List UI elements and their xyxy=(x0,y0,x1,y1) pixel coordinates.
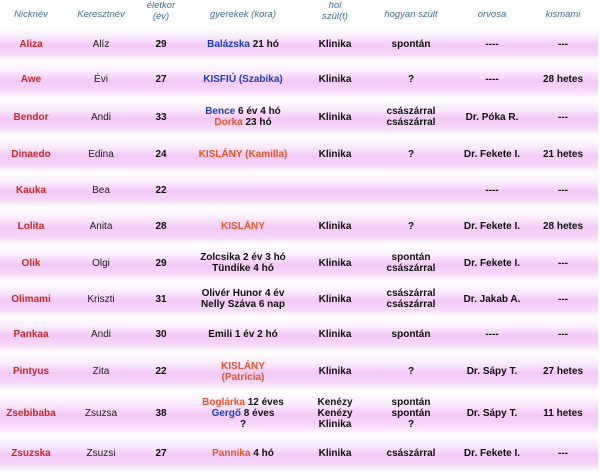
birthplace-cell-line: Klinika xyxy=(318,220,352,232)
child-text: Emili 1 év 2 hó xyxy=(208,329,278,340)
child-text: Tündike 4 hó xyxy=(212,263,274,274)
first-name-cell: Anita xyxy=(89,220,113,232)
header-row xyxy=(0,0,598,27)
child-line xyxy=(182,288,304,299)
table-row xyxy=(0,27,598,61)
child-line xyxy=(182,106,304,117)
age-cell: 29 xyxy=(155,38,167,50)
table-row xyxy=(0,435,598,472)
child-text: Balázska xyxy=(207,38,250,50)
nickname-cell: Pankaa xyxy=(13,329,49,340)
birth-method-cell-line: császárral xyxy=(386,288,436,299)
doctor-cell: ---- xyxy=(485,184,499,196)
doctor-cell: Dr. Póka R. xyxy=(465,111,519,123)
child-line xyxy=(182,419,304,430)
birthplace-cell-line: Klinika xyxy=(318,418,352,430)
child-text: ? xyxy=(239,418,247,430)
child-text: 6 év 4 hó xyxy=(235,106,281,117)
birthplace-cell xyxy=(304,136,366,173)
doctor-cell: Dr. Sápy T. xyxy=(466,407,518,419)
child-line xyxy=(182,397,304,408)
doctor-cell: ---- xyxy=(485,38,499,50)
pregnancy-cell: --- xyxy=(558,38,568,50)
doctor-cell: Dr. Fekete I. xyxy=(463,149,521,160)
child-text: KISFIÚ (Szabika) xyxy=(203,74,283,85)
first-name-cell: Andi xyxy=(90,329,111,340)
nickname-cell: Lolita xyxy=(17,220,45,232)
child-text: Dorka xyxy=(214,117,243,128)
first-name-cell: Alíz xyxy=(92,38,110,50)
table-row xyxy=(0,136,598,173)
child-text: 23 hó xyxy=(242,117,272,128)
age-cell: 27 xyxy=(155,74,167,85)
birthplace-cell-line: Kenézy xyxy=(317,407,353,419)
first-name-cell: Andi xyxy=(90,111,111,123)
birth-method-cell-line: ? xyxy=(407,418,415,430)
children-cell xyxy=(182,352,304,391)
pregnancy-cell: 11 hetes xyxy=(543,407,583,419)
birthplace-cell xyxy=(304,98,366,136)
table-row xyxy=(0,207,598,245)
doctor-cell: ---- xyxy=(485,74,499,85)
pregnancy-cell: 27 hetes xyxy=(542,366,584,377)
birthplace-cell xyxy=(304,245,366,281)
birth-method-cell xyxy=(366,352,456,391)
child-text: KISLÁNY (Kamilla) xyxy=(198,149,288,160)
age-cell: 22 xyxy=(155,366,167,377)
age-cell: 29 xyxy=(155,257,167,269)
header-hol: hol szül(t) xyxy=(322,0,348,22)
birthplace-cell xyxy=(304,207,366,245)
nickname-cell: Zsebibaba xyxy=(6,407,56,419)
child-text: 8 éves xyxy=(241,407,275,419)
age-cell: 27 xyxy=(155,448,167,459)
first-name-cell: Olgi xyxy=(92,257,110,269)
birth-method-cell xyxy=(366,435,456,472)
doctor-cell: Dr. Fekete I. xyxy=(463,220,521,232)
birth-method-cell-line: ? xyxy=(407,366,415,377)
first-name-cell: Bea xyxy=(92,184,110,196)
child-line xyxy=(182,263,304,274)
table-row xyxy=(0,317,598,352)
header-keresztnev: Keresztnév xyxy=(77,9,125,20)
birthplace-cell xyxy=(304,391,366,435)
table-row xyxy=(0,61,598,98)
birthplace-cell-line: Klinika xyxy=(318,293,352,305)
table-row xyxy=(0,98,598,136)
child-line xyxy=(182,221,304,232)
child-text: Bence xyxy=(205,106,236,117)
birthplace-cell-line: Klinika xyxy=(318,448,352,459)
nickname-cell: Olik xyxy=(21,257,41,269)
nickname-cell: Aliza xyxy=(19,38,43,50)
child-line xyxy=(182,74,304,85)
birth-method-cell xyxy=(366,281,456,317)
birthplace-cell-line: Klinika xyxy=(318,74,352,85)
birth-method-cell-line: császárral xyxy=(386,448,436,459)
nickname-cell: Pintyus xyxy=(12,366,50,377)
first-name-cell: Kriszti xyxy=(87,293,115,305)
birthplace-cell xyxy=(304,281,366,317)
header-nick: Nicknév xyxy=(14,9,48,20)
birthplace-cell-line: Klinika xyxy=(318,257,352,269)
birth-method-cell-line: ? xyxy=(407,149,415,160)
children-cell xyxy=(182,281,304,317)
birth-method-cell-line: császárral xyxy=(386,117,436,128)
birth-method-cell-line: császárral xyxy=(386,106,436,117)
child-text: 12 éves xyxy=(244,396,284,408)
children-cell xyxy=(182,245,304,281)
children-cell xyxy=(182,61,304,98)
birthplace-cell xyxy=(304,173,366,207)
nickname-cell: Bendor xyxy=(13,111,49,123)
child-line xyxy=(182,117,304,128)
table-row xyxy=(0,352,598,391)
birthplace-cell xyxy=(304,435,366,472)
doctor-cell: Dr. Sápy T. xyxy=(466,366,518,377)
table-row xyxy=(0,281,598,317)
header-gyerekek: gyerekek (kora) xyxy=(210,9,276,20)
age-cell: 22 xyxy=(155,184,167,196)
age-cell: 24 xyxy=(155,149,167,160)
birthplace-cell xyxy=(304,317,366,352)
birth-method-cell xyxy=(366,391,456,435)
child-line xyxy=(182,299,304,310)
doctor-cell: Dr. Fekete I. xyxy=(463,448,521,459)
birth-method-cell xyxy=(366,317,456,352)
child-line xyxy=(182,39,304,50)
header-hogyan: hogyan szült xyxy=(384,9,438,20)
header-orvosa: orvosa xyxy=(477,9,507,20)
children-cell xyxy=(182,136,304,173)
children-cell xyxy=(182,207,304,245)
birth-method-cell xyxy=(366,245,456,281)
birthplace-cell-line: Klinika xyxy=(318,38,352,50)
birth-method-cell-line: spontán xyxy=(391,396,431,408)
child-text: Olivér Hunor 4 év xyxy=(201,288,285,299)
child-text: KISLÁNY xyxy=(221,220,265,232)
child-line xyxy=(182,361,304,372)
child-text: (Patrícia) xyxy=(221,371,265,383)
child-line xyxy=(182,408,304,419)
pregnancy-cell: --- xyxy=(558,257,568,269)
birth-method-cell xyxy=(366,136,456,173)
birth-method-cell xyxy=(366,207,456,245)
birth-method-cell xyxy=(366,173,456,207)
birthplace-cell-line: Klinika xyxy=(318,366,352,377)
children-cell xyxy=(182,435,304,472)
birth-method-cell-line: császárral xyxy=(386,263,436,274)
birth-method-cell-line: spontán xyxy=(391,329,431,340)
header-kismami: kismami xyxy=(545,9,581,20)
birthplace-cell-line: Klinika xyxy=(318,111,352,123)
first-name-cell: Zsuzsa xyxy=(84,407,118,419)
age-cell: 30 xyxy=(155,329,167,340)
birthplace-cell-line: Klinika xyxy=(318,149,352,160)
nickname-cell: Olimami xyxy=(11,293,51,305)
birth-method-cell xyxy=(366,27,456,61)
child-text: KISLÁNY xyxy=(221,360,265,372)
first-name-cell: Zsuzsi xyxy=(86,448,116,459)
birthplace-cell xyxy=(304,61,366,98)
pregnancy-cell: --- xyxy=(558,293,568,305)
birthplace-cell-line: Kenézy xyxy=(317,396,353,408)
doctor-cell: Dr. Fekete I. xyxy=(463,257,521,269)
child-line xyxy=(182,329,304,340)
birth-method-cell xyxy=(366,61,456,98)
pregnancy-cell: 28 hetes xyxy=(542,220,584,232)
table-row xyxy=(0,391,598,435)
child-text: Pannika xyxy=(212,448,251,459)
pregnancy-cell: --- xyxy=(558,111,568,123)
nickname-cell: Zsuzska xyxy=(11,448,51,459)
doctor-cell: Dr. Jakab A. xyxy=(463,293,521,305)
table-body xyxy=(0,27,598,472)
age-cell: 31 xyxy=(155,293,167,305)
child-text: Boglárka xyxy=(202,396,245,408)
first-name-cell: Évi xyxy=(94,74,108,85)
age-cell: 33 xyxy=(155,111,167,123)
birth-method-cell xyxy=(366,98,456,136)
birthplace-cell xyxy=(304,27,366,61)
birthplace-cell-line: Klinika xyxy=(318,329,352,340)
birth-method-cell-line: spontán xyxy=(391,252,431,263)
birth-method-cell-line: ? xyxy=(407,74,415,85)
birth-method-cell-line: ? xyxy=(407,220,415,232)
table-row xyxy=(0,173,598,207)
child-text: 21 hó xyxy=(249,38,279,50)
birthplace-cell xyxy=(304,352,366,391)
header-eletkor: életkor (év) xyxy=(146,0,176,22)
child-text: Zolcsika 2 év 3 hó xyxy=(200,252,286,263)
age-cell: 28 xyxy=(155,220,167,232)
birth-method-cell-line: spontán xyxy=(391,38,431,50)
children-cell xyxy=(182,98,304,136)
doctor-cell: ---- xyxy=(485,329,499,340)
pregnancy-cell: 28 hetes xyxy=(542,74,584,85)
children-cell xyxy=(182,317,304,352)
pregnancy-cell: --- xyxy=(558,329,568,340)
first-name-cell: Edina xyxy=(88,149,114,160)
child-line xyxy=(182,252,304,263)
pregnancy-cell: --- xyxy=(558,184,568,196)
children-cell xyxy=(182,27,304,61)
pregnancy-cell: --- xyxy=(558,448,568,459)
child-text: 4 hó xyxy=(250,448,274,459)
nickname-cell: Awe xyxy=(20,74,42,85)
child-line xyxy=(182,149,304,160)
child-text: Gergő xyxy=(211,407,242,419)
pregnancy-cell: 21 hetes xyxy=(542,149,584,160)
table-row xyxy=(0,245,598,281)
nickname-cell: Dinaedo xyxy=(11,149,51,160)
children-cell xyxy=(182,173,304,207)
child-line xyxy=(182,372,304,383)
age-cell: 38 xyxy=(155,407,167,419)
nickname-cell: Kauka xyxy=(15,184,46,196)
children-cell xyxy=(182,391,304,435)
birth-method-cell-line: császárral xyxy=(386,299,436,310)
birth-method-cell-line: spontán xyxy=(391,407,431,419)
child-text: Nelly Száva 6 nap xyxy=(201,299,285,310)
first-name-cell: Zita xyxy=(92,366,110,377)
